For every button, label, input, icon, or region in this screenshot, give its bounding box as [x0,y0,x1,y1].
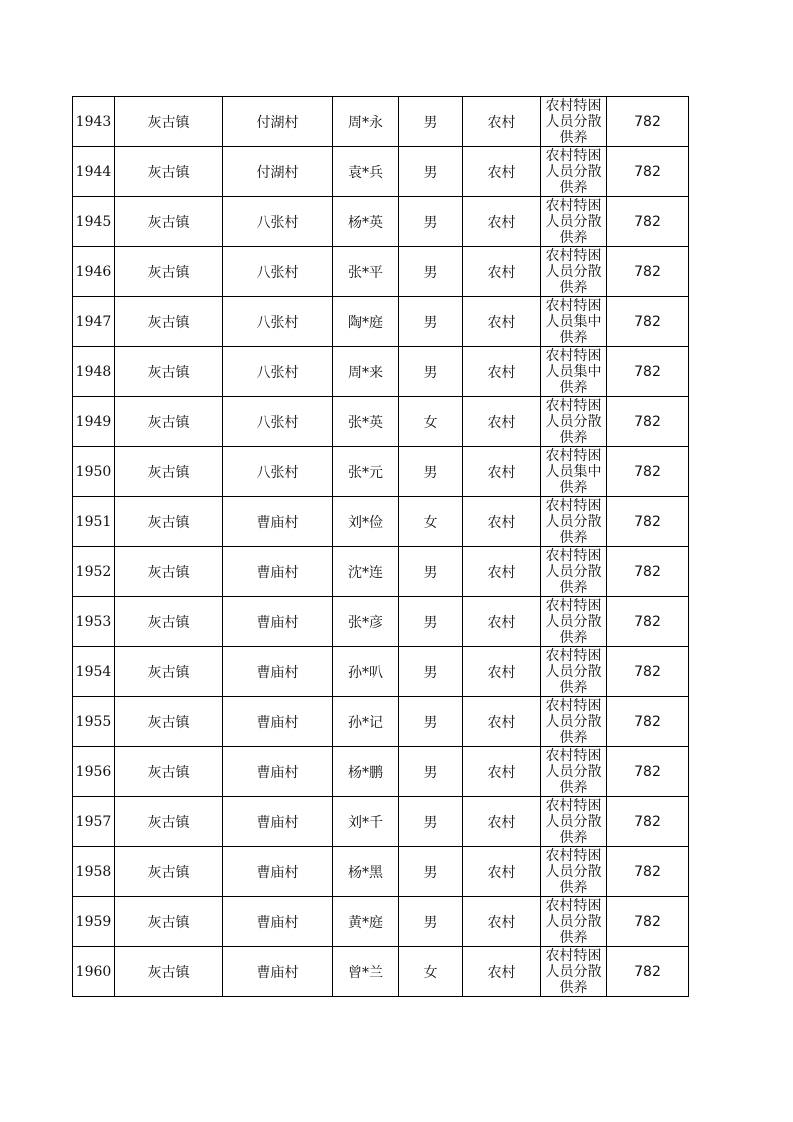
name-cell: 沈*连 [333,547,399,597]
row-number-cell: 1943 [73,97,115,147]
gender-cell: 男 [399,597,463,647]
support-type-text: 农村特困人员集中供养 [545,348,602,395]
support-type-cell [541,447,607,497]
gender-cell: 女 [399,947,463,997]
town-cell: 灰古镇 [115,247,223,297]
area-cell: 农村 [463,497,541,547]
row-number-cell: 1960 [73,947,115,997]
gender-cell: 男 [399,897,463,947]
support-type-text: 农村特困人员分散供养 [545,398,602,445]
area-cell: 农村 [463,547,541,597]
town-cell: 灰古镇 [115,947,223,997]
amount-cell: 782 [607,947,689,997]
village-cell: 八张村 [223,297,333,347]
gender-cell: 男 [399,447,463,497]
table-row [73,447,689,497]
table-row [73,597,689,647]
row-number-cell: 1958 [73,847,115,897]
town-cell: 灰古镇 [115,597,223,647]
support-type-text: 农村特困人员集中供养 [545,298,602,345]
town-cell: 灰古镇 [115,397,223,447]
gender-cell: 男 [399,297,463,347]
row-number-cell: 1946 [73,247,115,297]
town-cell: 灰古镇 [115,747,223,797]
name-cell: 孙*叭 [333,647,399,697]
name-cell: 曾*兰 [333,947,399,997]
gender-cell: 男 [399,647,463,697]
support-type-text: 农村特困人员分散供养 [545,248,602,295]
row-number-cell: 1952 [73,547,115,597]
area-cell: 农村 [463,397,541,447]
row-number-cell: 1945 [73,197,115,247]
support-type-text: 农村特困人员分散供养 [545,98,602,145]
area-cell: 农村 [463,147,541,197]
support-type-cell [541,397,607,447]
area-cell: 农村 [463,247,541,297]
name-cell: 张*彦 [333,597,399,647]
town-cell: 灰古镇 [115,647,223,697]
table-row [73,747,689,797]
support-type-cell [541,547,607,597]
row-number-cell: 1951 [73,497,115,547]
gender-cell: 女 [399,397,463,447]
support-type-text: 农村特困人员分散供养 [545,548,602,595]
area-cell: 农村 [463,347,541,397]
village-cell: 八张村 [223,347,333,397]
name-cell: 张*元 [333,447,399,497]
row-number-cell: 1959 [73,897,115,947]
support-type-cell [541,797,607,847]
area-cell: 农村 [463,797,541,847]
support-type-cell [541,147,607,197]
village-cell: 八张村 [223,197,333,247]
village-cell: 曹庙村 [223,647,333,697]
town-cell: 灰古镇 [115,897,223,947]
support-type-cell [541,247,607,297]
support-type-cell [541,947,607,997]
amount-cell: 782 [607,797,689,847]
table-row [73,347,689,397]
gender-cell: 男 [399,247,463,297]
support-type-text: 农村特困人员分散供养 [545,898,602,945]
amount-cell: 782 [607,747,689,797]
name-cell: 袁*兵 [333,147,399,197]
table-row [73,647,689,697]
amount-cell: 782 [607,497,689,547]
village-cell: 曹庙村 [223,797,333,847]
table-row [73,547,689,597]
amount-cell: 782 [607,347,689,397]
support-type-text: 农村特困人员集中供养 [545,448,602,495]
amount-cell: 782 [607,247,689,297]
row-number-cell: 1950 [73,447,115,497]
village-cell: 曹庙村 [223,947,333,997]
row-number-cell: 1956 [73,747,115,797]
village-cell: 曹庙村 [223,547,333,597]
support-type-cell [541,897,607,947]
support-type-text: 农村特困人员分散供养 [545,698,602,745]
name-cell: 周*永 [333,97,399,147]
village-cell: 付湖村 [223,97,333,147]
gender-cell: 男 [399,547,463,597]
row-number-cell: 1957 [73,797,115,847]
support-type-text: 农村特困人员分散供养 [545,598,602,645]
table-row [73,497,689,547]
row-number-cell: 1947 [73,297,115,347]
area-cell: 农村 [463,897,541,947]
table-row [73,697,689,747]
table-row [73,97,689,147]
amount-cell: 782 [607,597,689,647]
name-cell: 陶*庭 [333,297,399,347]
area-cell: 农村 [463,197,541,247]
support-type-text: 农村特困人员分散供养 [545,648,602,695]
amount-cell: 782 [607,447,689,497]
town-cell: 灰古镇 [115,297,223,347]
name-cell: 周*来 [333,347,399,397]
gender-cell: 男 [399,147,463,197]
table-row [73,197,689,247]
name-cell: 刘*千 [333,797,399,847]
support-type-cell [541,697,607,747]
village-cell: 八张村 [223,447,333,497]
town-cell: 灰古镇 [115,147,223,197]
support-type-text: 农村特困人员分散供养 [545,948,602,995]
amount-cell: 782 [607,697,689,747]
table-row [73,897,689,947]
name-cell: 张*平 [333,247,399,297]
amount-cell: 782 [607,397,689,447]
area-cell: 农村 [463,597,541,647]
area-cell: 农村 [463,447,541,497]
gender-cell: 男 [399,747,463,797]
town-cell: 灰古镇 [115,447,223,497]
town-cell: 灰古镇 [115,847,223,897]
support-type-text: 农村特困人员分散供养 [545,198,602,245]
village-cell: 曹庙村 [223,697,333,747]
village-cell: 曹庙村 [223,747,333,797]
row-number-cell: 1953 [73,597,115,647]
village-cell: 曹庙村 [223,597,333,647]
town-cell: 灰古镇 [115,197,223,247]
gender-cell: 男 [399,847,463,897]
amount-cell: 782 [607,297,689,347]
town-cell: 灰古镇 [115,497,223,547]
area-cell: 农村 [463,847,541,897]
support-type-text: 农村特困人员分散供养 [545,848,602,895]
row-number-cell: 1955 [73,697,115,747]
table-body [73,97,689,997]
amount-cell: 782 [607,847,689,897]
name-cell: 黄*庭 [333,897,399,947]
table-row [73,147,689,197]
table-row [73,297,689,347]
village-cell: 八张村 [223,247,333,297]
area-cell: 农村 [463,947,541,997]
amount-cell: 782 [607,647,689,697]
name-cell: 刘*俭 [333,497,399,547]
amount-cell: 782 [607,897,689,947]
support-type-cell [541,647,607,697]
table-row [73,797,689,847]
name-cell: 杨*黑 [333,847,399,897]
support-type-cell [541,847,607,897]
area-cell: 农村 [463,747,541,797]
support-type-cell [541,97,607,147]
gender-cell: 男 [399,347,463,397]
support-type-text: 农村特困人员分散供养 [545,148,602,195]
town-cell: 灰古镇 [115,697,223,747]
name-cell: 张*英 [333,397,399,447]
gender-cell: 女 [399,497,463,547]
support-type-cell [541,497,607,547]
support-type-cell [541,747,607,797]
support-type-cell [541,347,607,397]
area-cell: 农村 [463,297,541,347]
area-cell: 农村 [463,647,541,697]
support-type-text: 农村特困人员分散供养 [545,498,602,545]
town-cell: 灰古镇 [115,97,223,147]
amount-cell: 782 [607,547,689,597]
name-cell: 杨*鹏 [333,747,399,797]
table-row [73,947,689,997]
name-cell: 孙*记 [333,697,399,747]
village-cell: 八张村 [223,397,333,447]
village-cell: 曹庙村 [223,847,333,897]
support-type-cell [541,597,607,647]
village-cell: 付湖村 [223,147,333,197]
gender-cell: 男 [399,97,463,147]
table-row [73,247,689,297]
row-number-cell: 1949 [73,397,115,447]
town-cell: 灰古镇 [115,797,223,847]
gender-cell: 男 [399,797,463,847]
support-type-cell [541,297,607,347]
support-type-text: 农村特困人员分散供养 [545,748,602,795]
town-cell: 灰古镇 [115,547,223,597]
table-row [73,847,689,897]
row-number-cell: 1948 [73,347,115,397]
area-cell: 农村 [463,97,541,147]
village-cell: 曹庙村 [223,497,333,547]
amount-cell: 782 [607,97,689,147]
data-table [72,96,689,997]
town-cell: 灰古镇 [115,347,223,397]
amount-cell: 782 [607,197,689,247]
village-cell: 曹庙村 [223,897,333,947]
amount-cell: 782 [607,147,689,197]
table-row [73,397,689,447]
support-type-text: 农村特困人员分散供养 [545,798,602,845]
row-number-cell: 1954 [73,647,115,697]
area-cell: 农村 [463,697,541,747]
gender-cell: 男 [399,197,463,247]
row-number-cell: 1944 [73,147,115,197]
name-cell: 杨*英 [333,197,399,247]
gender-cell: 男 [399,697,463,747]
support-type-cell [541,197,607,247]
